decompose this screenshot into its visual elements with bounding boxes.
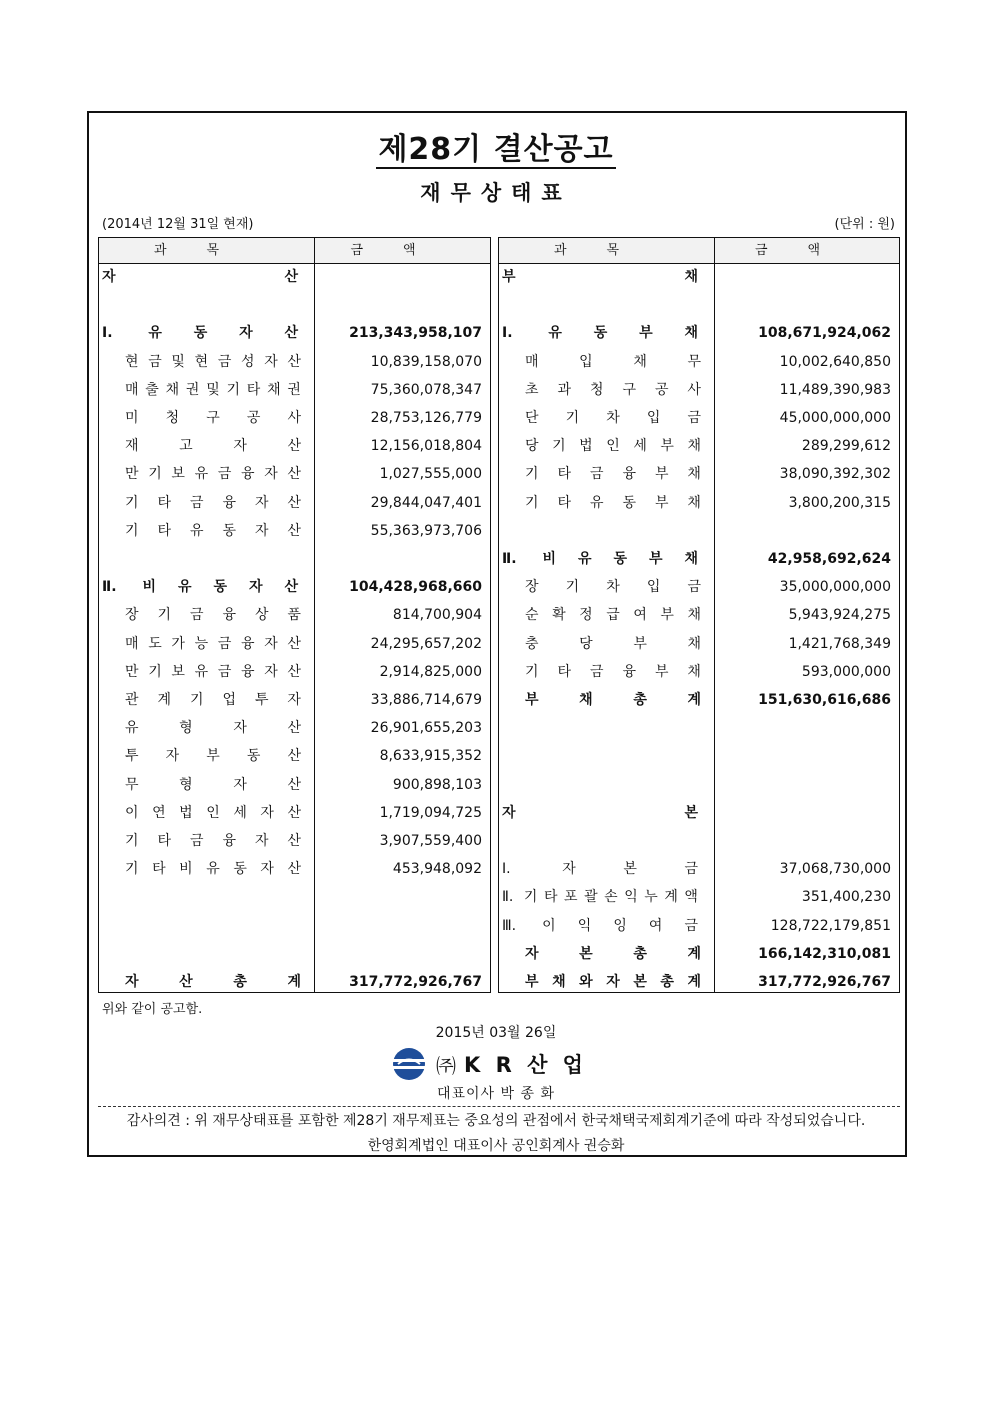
row-label: 부 채 와 자 본 총 계 — [525, 974, 701, 990]
table-row — [99, 742, 490, 770]
row-label — [125, 545, 301, 573]
row-amount — [719, 771, 891, 799]
table-row — [99, 771, 490, 799]
row-label: 재 고 자 산 — [125, 438, 301, 455]
table-row — [99, 601, 490, 629]
liabilities-equity-table — [498, 237, 900, 993]
row-label: Ⅲ. 이 익 잉 여 금 — [502, 917, 698, 934]
audit-opinion: 감사의견 : 위 재무상태표를 포함한 제28기 재무제표는 중요성의 관점에서 한국채택국제회계기준에 따라 작성되었습니다. — [126, 1113, 866, 1129]
table-row — [99, 517, 490, 545]
row-amount: 289,299,612 — [801, 438, 891, 455]
row-label: 기 타 유 동 부 채 — [525, 494, 701, 511]
row-amount: 2,914,825,000 — [379, 663, 482, 680]
row-label: 관 계 기 업 투 자 — [125, 692, 301, 708]
table-row — [499, 968, 899, 996]
row-amount: 317,772,926,767 — [758, 974, 891, 990]
row-label — [525, 771, 701, 799]
row-amount: 75,360,078,347 — [370, 381, 482, 398]
kr-logo-icon — [392, 1047, 426, 1081]
row-label: 무 형 자 산 — [125, 776, 301, 793]
table-row — [99, 432, 490, 460]
row-amount: 128,722,179,851 — [770, 917, 891, 934]
row-amount: 37,068,730,000 — [779, 861, 891, 878]
row-amount — [719, 799, 891, 827]
row-amount: 24,295,657,202 — [370, 635, 482, 652]
row-label: 초 과 청 구 공 사 — [525, 381, 701, 398]
table-row — [499, 348, 899, 376]
table-row — [99, 573, 490, 601]
row-label: 유 형 자 산 — [125, 720, 301, 737]
row-label — [125, 291, 301, 319]
row-label — [525, 714, 701, 742]
row-amount — [719, 714, 891, 742]
as-of-date: (2014년 12월 31일 현재) — [102, 217, 254, 232]
row-label: 미 청 구 공 사 — [125, 410, 301, 426]
row-amount: 3,800,200,315 — [788, 494, 891, 511]
row-label: 기 타 금 융 자 산 — [125, 833, 301, 849]
row-label: Ⅱ. 비 유 동 부 채 — [502, 551, 698, 567]
row-amount: 28,753,126,779 — [370, 410, 482, 426]
row-amount: 42,958,692,624 — [767, 551, 891, 567]
table-row — [99, 686, 490, 714]
row-amount — [319, 291, 482, 319]
table-row — [499, 404, 899, 432]
table-row — [499, 432, 899, 460]
table-row — [499, 263, 899, 291]
row-amount: 33,886,714,679 — [370, 692, 482, 708]
row-label: 단 기 차 입 금 — [525, 410, 701, 426]
table-row — [499, 489, 899, 517]
row-amount: 12,156,018,804 — [370, 438, 482, 455]
row-amount — [719, 263, 891, 291]
row-label: 만 기 보 유 금 융 자 산 — [125, 466, 301, 483]
table-row — [499, 855, 899, 883]
table-row — [499, 799, 899, 827]
row-amount: 26,901,655,203 — [370, 720, 482, 737]
row-amount: 593,000,000 — [801, 663, 891, 680]
row-amount: 11,489,390,983 — [779, 381, 891, 398]
table-row — [99, 263, 490, 291]
row-amount — [319, 883, 482, 911]
row-label — [525, 742, 701, 770]
table-row — [499, 771, 899, 799]
table-row — [499, 630, 899, 658]
row-amount — [319, 940, 482, 968]
table-row — [499, 883, 899, 911]
row-label: 자 산 총 계 — [125, 974, 301, 990]
row-amount: 151,630,616,686 — [758, 692, 891, 708]
table-row — [99, 630, 490, 658]
header-amount: 금액 — [350, 243, 456, 258]
company-block — [392, 1046, 587, 1082]
row-amount: 317,772,926,767 — [349, 974, 482, 990]
table-row — [499, 517, 899, 545]
row-label: 매 출 채 권 및 기 타 채 권 — [125, 381, 301, 398]
row-amount: 213,343,958,107 — [349, 325, 482, 342]
row-amount: 104,428,968,660 — [349, 579, 482, 596]
row-amount: 453,948,092 — [392, 861, 482, 878]
row-label — [525, 827, 701, 855]
table-row — [499, 827, 899, 855]
table-row — [499, 460, 899, 488]
header-item: 과목 — [153, 243, 260, 258]
row-amount: 1,027,555,000 — [379, 466, 482, 483]
row-label: Ⅱ. 비 유 동 자 산 — [102, 579, 298, 596]
header-amount: 금액 — [754, 243, 861, 258]
row-label: 기 타 금 융 부 채 — [525, 663, 701, 680]
row-amount: 108,671,924,062 — [758, 325, 891, 342]
table-row — [99, 348, 490, 376]
row-amount: 55,363,973,706 — [370, 522, 482, 539]
table-row — [99, 545, 490, 573]
row-label: 기 타 금 융 부 채 — [525, 466, 701, 483]
row-amount: 351,400,230 — [801, 889, 891, 906]
table-row — [499, 686, 899, 714]
table-row — [499, 545, 899, 573]
row-amount: 8,633,915,352 — [379, 748, 482, 765]
table-row — [499, 376, 899, 404]
table-row — [99, 460, 490, 488]
row-label: 자 산 — [102, 269, 298, 285]
row-amount: 35,000,000,000 — [779, 579, 891, 596]
table-row — [99, 489, 490, 517]
table-row — [99, 714, 490, 742]
row-amount: 5,943,924,275 — [788, 607, 891, 624]
row-label: Ⅰ. 유 동 부 채 — [502, 325, 698, 342]
table-row — [99, 291, 490, 319]
row-label: 투 자 부 동 산 — [125, 748, 301, 765]
row-label: 자 본 총 계 — [525, 945, 701, 962]
row-amount — [319, 263, 482, 291]
row-amount: 1,421,768,349 — [788, 635, 891, 652]
row-label: 매 도 가 능 금 융 자 산 — [125, 635, 301, 652]
table-row — [99, 376, 490, 404]
row-label: 현 금 및 현 금 성 자 산 — [125, 353, 301, 370]
row-amount: 3,907,559,400 — [379, 833, 482, 849]
row-label: 장 기 금 융 상 품 — [125, 607, 301, 624]
table-row — [99, 404, 490, 432]
header-item: 과목 — [553, 243, 660, 258]
table-row — [499, 601, 899, 629]
row-amount: 900,898,103 — [392, 776, 482, 793]
row-amount — [719, 742, 891, 770]
row-label: 부 채 총 계 — [525, 692, 701, 708]
row-amount — [319, 545, 482, 573]
row-label — [125, 883, 301, 911]
row-amount: 10,002,640,850 — [779, 353, 891, 370]
table-row — [99, 827, 490, 855]
row-label: 장 기 차 입 금 — [525, 579, 701, 596]
row-amount — [319, 912, 482, 940]
table-row — [499, 742, 899, 770]
row-label: 기 타 금 융 자 산 — [125, 494, 301, 511]
row-label — [525, 517, 701, 545]
row-amount — [719, 291, 891, 319]
row-label — [125, 912, 301, 940]
table-row — [499, 714, 899, 742]
row-amount: 10,839,158,070 — [370, 353, 482, 370]
row-label: 기 타 비 유 동 자 산 — [125, 861, 301, 878]
table-row — [99, 658, 490, 686]
table-row — [499, 658, 899, 686]
table-row — [99, 940, 490, 968]
row-amount: 814,700,904 — [392, 607, 482, 624]
auditor-name: 한영회계법인 대표이사 공인회계사 권승화 — [367, 1138, 625, 1154]
table-row — [99, 883, 490, 911]
table-row — [499, 912, 899, 940]
row-amount — [719, 827, 891, 855]
company-prefix: ㈜ — [436, 1053, 456, 1078]
row-amount: 29,844,047,401 — [370, 494, 482, 511]
notice-statement: 위와 같이 공고함. — [102, 1002, 203, 1017]
row-label: 이 연 법 인 세 자 산 — [125, 804, 301, 821]
row-label — [525, 291, 701, 319]
table-row — [99, 855, 490, 883]
table-row — [99, 319, 490, 347]
table-row — [99, 968, 490, 996]
row-amount: 1,719,094,725 — [379, 804, 482, 821]
unit-label: (단위 : 원) — [834, 217, 895, 232]
assets-table — [98, 237, 491, 993]
table-row — [499, 291, 899, 319]
row-label: Ⅱ. 기 타 포 괄 손 익 누 계 액 — [502, 889, 698, 906]
table-row — [499, 319, 899, 347]
dashed-divider — [98, 1106, 900, 1107]
row-label — [125, 940, 301, 968]
ceo-name: 대표이사 박 종 화 — [436, 1086, 556, 1102]
row-label: 매 입 채 무 — [525, 353, 701, 370]
row-label: 부 채 — [502, 269, 698, 285]
table-row — [499, 940, 899, 968]
row-label: 당 기 법 인 세 부 채 — [525, 438, 701, 455]
company-name: K R 산 업 — [464, 1053, 587, 1077]
page-title: 제28기 결산공고 — [378, 132, 614, 167]
notice-date: 2015년 03월 26일 — [435, 1025, 557, 1041]
row-label: 기 타 유 동 자 산 — [125, 522, 301, 539]
statement-title: 재무상태표 — [420, 181, 572, 205]
row-amount — [719, 517, 891, 545]
row-label: Ⅰ. 자 본 금 — [502, 861, 698, 878]
row-amount: 38,090,392,302 — [779, 466, 891, 483]
row-label: 자 본 — [502, 804, 698, 821]
row-label: 만 기 보 유 금 융 자 산 — [125, 663, 301, 680]
table-row — [99, 799, 490, 827]
row-amount: 166,142,310,081 — [758, 945, 891, 962]
row-amount: 45,000,000,000 — [779, 410, 891, 426]
row-label: 순 확 정 급 여 부 채 — [525, 607, 701, 624]
table-row — [499, 573, 899, 601]
row-label: 충 당 부 채 — [525, 635, 701, 652]
table-row — [99, 912, 490, 940]
row-label: Ⅰ. 유 동 자 산 — [102, 325, 298, 342]
